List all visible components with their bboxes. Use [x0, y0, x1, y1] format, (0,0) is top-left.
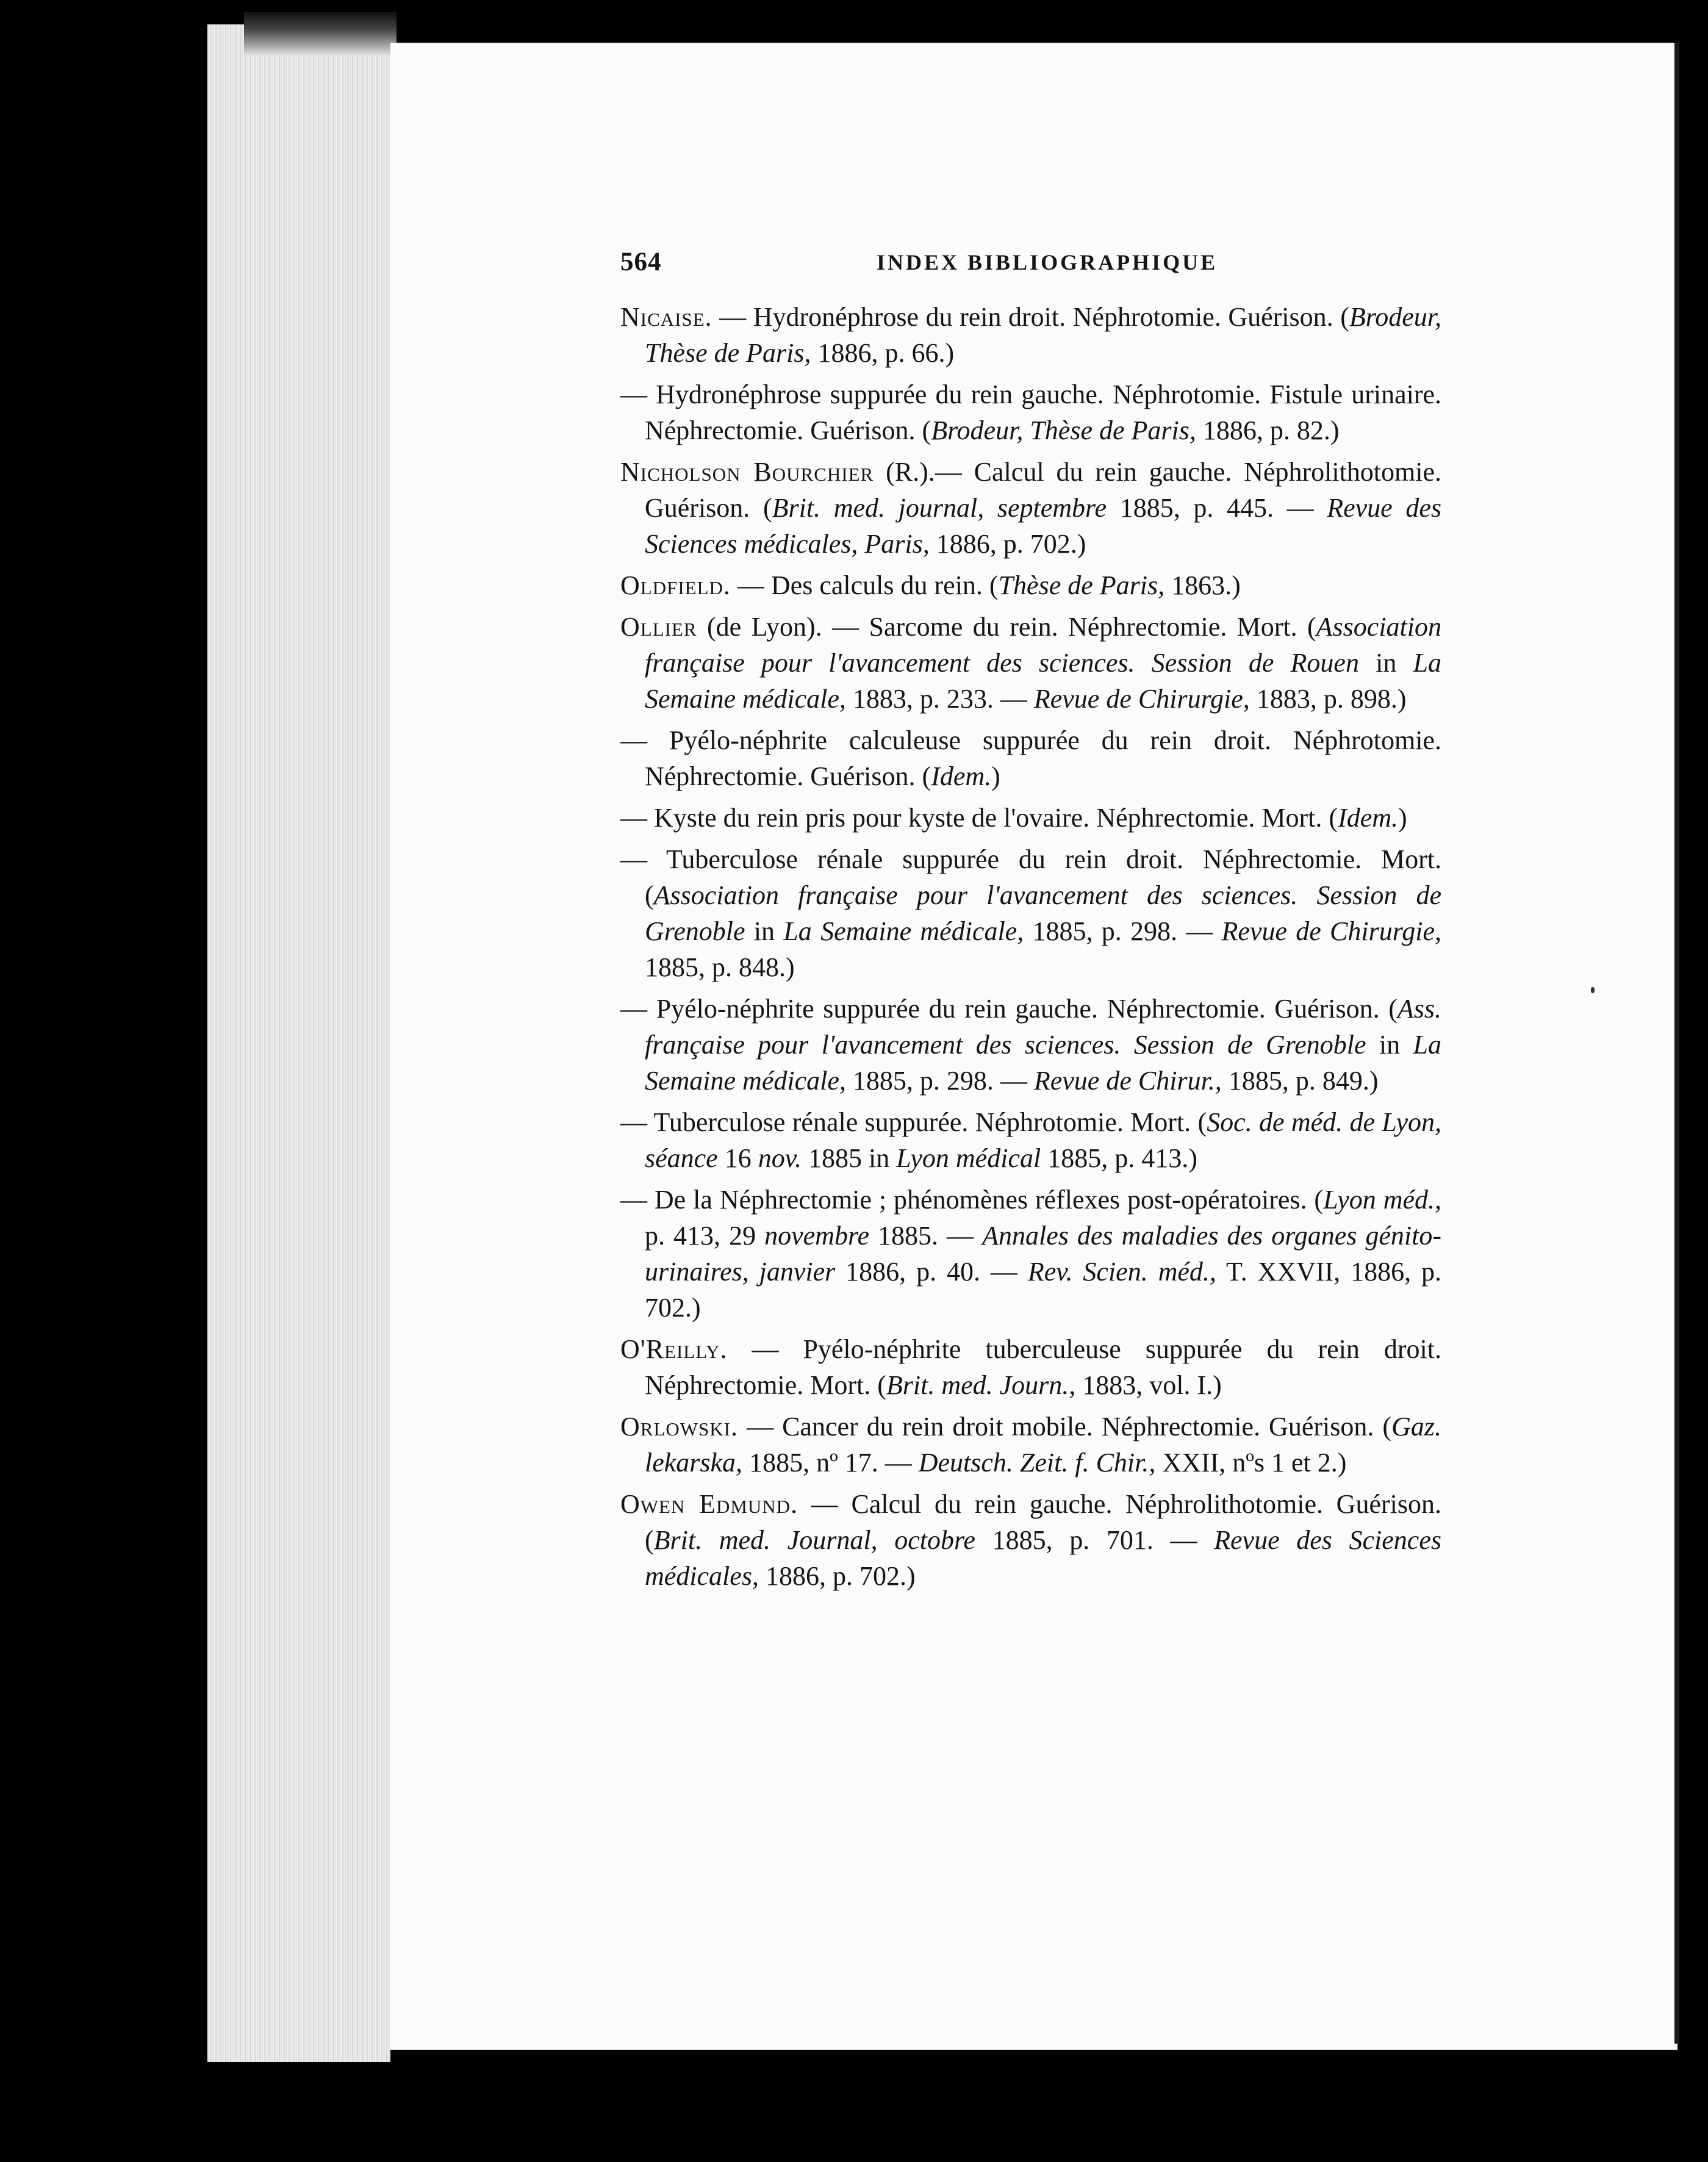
entry-text: 1885 in	[801, 1143, 897, 1173]
entry-author: Nicaise.	[620, 302, 712, 332]
entry-text: 1885, p. 445. —	[1107, 493, 1327, 523]
bibliography-entry	[620, 567, 1441, 603]
bibliography-entry	[620, 841, 1441, 985]
book-spine-shadow	[244, 12, 396, 55]
entry-citation: Thèse de Paris,	[998, 570, 1165, 600]
entry-text: (R.).— Calcul du rein gauche. Néphrolithotomie. Guérison. (	[645, 457, 1441, 523]
bibliography-entry	[620, 1409, 1441, 1481]
entry-text: 1885, p. 298. —	[845, 1066, 1034, 1096]
entry-text: 1883, vol. I.)	[1075, 1370, 1222, 1400]
entry-citation: Idem.	[931, 761, 992, 791]
entry-text: 1885, p. 413.)	[1041, 1143, 1197, 1173]
entry-text: — Hydronéphrose du rein droit. Néphrotomie. Guérison. (	[712, 302, 1349, 332]
entry-text: — Calcul du rein gauche. Néphrolithotomie. Guérison. (	[645, 1489, 1441, 1555]
entry-citation: La Semaine médicale,	[645, 1030, 1441, 1096]
entry-text: in	[745, 916, 784, 946]
bibliography-entry	[620, 609, 1441, 717]
entry-text: 1885, p. 701. —	[975, 1525, 1215, 1555]
entry-text: )	[1398, 803, 1407, 833]
entry-citation: Revue des Sciences médicales,	[645, 1525, 1441, 1591]
entry-citation: Lyon médical	[896, 1143, 1041, 1173]
entry-text: (de Lyon). — Sarcome du rein. Néphrectomie. Mort. (	[697, 612, 1316, 642]
entry-text: — Tuberculose rénale suppurée du rein droit. Néphrectomie. Mort. (	[620, 844, 1441, 910]
entry-text: 1886, p. 66.)	[811, 338, 955, 368]
page-header	[620, 247, 1444, 284]
entry-author: Nicholson Bourchier	[620, 457, 874, 487]
entry-text: — Des calculs du rein. (	[730, 570, 999, 600]
entry-text: 1886, p. 702.)	[929, 529, 1086, 559]
page-border-line	[1674, 43, 1679, 2044]
entry-citation: Brit. med. Journ.,	[886, 1370, 1076, 1400]
entry-text: 1883, p. 898.)	[1249, 684, 1407, 714]
entry-text: 1863.)	[1164, 570, 1241, 600]
bibliography-entry	[620, 454, 1441, 562]
entry-text: — De la Néphrectomie ; phénomènes réflexes post-opératoires. (	[620, 1185, 1324, 1215]
running-title: INDEX BIBLIOGRAPHIQUE	[877, 250, 1218, 275]
entry-citation: Rev. Scien. méd.,	[1027, 1257, 1216, 1287]
bibliography-entry	[620, 376, 1441, 448]
entry-text: XXII, nºs 1 et 2.)	[1155, 1448, 1347, 1478]
entry-text: p. 413, 29	[645, 1221, 765, 1251]
entry-citation: Brodeur, Thèse de Paris,	[931, 415, 1196, 445]
entry-citation: Revue de Chirur.,	[1033, 1066, 1222, 1096]
entry-citation: Brodeur, Thèse de Paris,	[645, 302, 1441, 368]
entry-citation: novembre	[764, 1221, 869, 1251]
entry-text: — Pyélo-néphrite calculeuse suppurée du rein droit. Néphrotomie. Néphrectomie. Guérison. (	[620, 725, 1441, 791]
entry-author: Orlowski.	[620, 1412, 738, 1442]
entry-text: )	[991, 761, 1000, 791]
bibliography-entry	[620, 800, 1441, 836]
entry-text: 1883, p. 233. —	[845, 684, 1034, 714]
entry-citation: Association française pour l'avancement des sciences. Session de Grenoble	[645, 880, 1441, 946]
bibliography-entry	[620, 1104, 1441, 1176]
entry-citation: Soc. de méd. de Lyon, séance	[645, 1107, 1441, 1173]
entry-citation: Deutsch. Zeit. f. Chir.,	[918, 1448, 1156, 1478]
entry-citation: Idem.	[1338, 803, 1399, 833]
entry-citation: Association française pour l'avancement des sciences. Session de Rouen	[645, 612, 1441, 678]
entry-citation: Brit. med. Journal, octobre	[653, 1525, 975, 1555]
bibliography-entry	[620, 1331, 1441, 1403]
entry-text: — Pyélo-néphrite suppurée du rein gauche. Néphrectomie. Guérison. (	[620, 994, 1398, 1024]
entry-citation: Revue des Sciences médicales, Paris,	[645, 493, 1442, 559]
entry-text: 1885, p. 298. —	[1024, 916, 1222, 946]
entry-citation: Gaz. lekarska,	[645, 1412, 1441, 1478]
entry-text: T. XXVII, 1886, p. 702.)	[645, 1257, 1441, 1323]
entry-text: in	[1358, 648, 1413, 678]
entry-text: 16	[717, 1143, 758, 1173]
entry-citation: Lyon méd.,	[1323, 1185, 1441, 1215]
bibliography-entry	[620, 1182, 1441, 1326]
entry-citation: Annales des maladies des organes génito-urinaires, janvier	[645, 1221, 1442, 1287]
entry-text: — Cancer du rein droit mobile. Néphrectomie. Guérison. (	[738, 1412, 1392, 1442]
entry-author: O'Reilly.	[620, 1334, 728, 1364]
entry-author: Owen Edmund.	[620, 1489, 798, 1519]
entry-text: — Kyste du rein pris pour kyste de l'ovaire. Néphrectomie. Mort. (	[620, 803, 1338, 833]
entry-text: 1885. —	[869, 1221, 983, 1251]
entry-text: — Pyélo-néphrite tuberculeuse suppurée du rein droit. Néphrectomie. Mort. (	[645, 1334, 1441, 1400]
entry-citation: Brit. med. journal, septembre	[772, 493, 1107, 523]
bibliography-entry	[620, 991, 1441, 1099]
entry-citation: La Semaine médicale,	[783, 916, 1024, 946]
entry-citation: nov.	[758, 1143, 802, 1173]
entry-text: — Hydronéphrose suppurée du rein gauche. Néphrotomie. Fistule urinaire. Néphrectomie. Guérison. (	[620, 379, 1441, 445]
bibliography-entry	[620, 1486, 1441, 1594]
entry-text: 1885, nº 17. —	[742, 1448, 919, 1478]
bibliography-entry	[620, 722, 1441, 794]
entry-citation: Revue de Chirurgie,	[1221, 916, 1441, 946]
entry-text: 1885, p. 848.)	[645, 952, 795, 982]
entry-author: Oldfield.	[620, 570, 731, 600]
entry-citation: Revue de Chirurgie,	[1033, 684, 1250, 714]
bibliography-entry	[620, 299, 1441, 371]
entry-text: in	[1366, 1030, 1413, 1060]
entry-text: 1886, p. 82.)	[1196, 415, 1340, 445]
entry-text: 1885, p. 849.)	[1221, 1066, 1379, 1096]
entry-citation: Ass. française pour l'avancement des sciences. Session de Grenoble	[645, 994, 1441, 1060]
entry-citation: La Semaine médicale,	[645, 648, 1441, 714]
ink-speck	[1591, 987, 1595, 993]
entry-text: — Tuberculose rénale suppurée. Néphrotomie. Mort. (	[620, 1107, 1207, 1137]
entry-text: 1886, p. 40. —	[835, 1257, 1028, 1287]
bibliography-entries	[620, 299, 1441, 1600]
entry-author: Ollier	[620, 612, 697, 642]
page-number: 564	[620, 248, 662, 276]
book-page-edges	[207, 24, 390, 2062]
entry-text: 1886, p. 702.)	[758, 1561, 916, 1591]
